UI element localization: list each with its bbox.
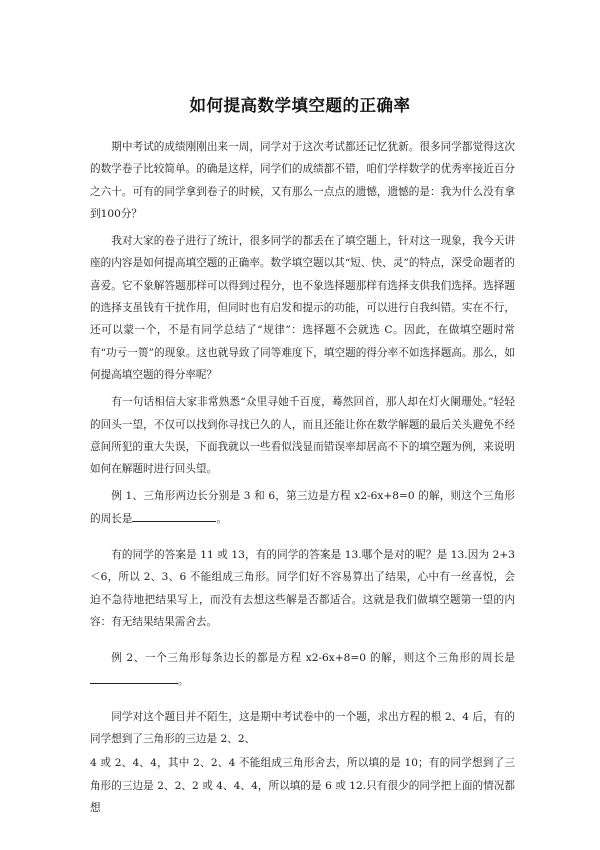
paragraph-example-2-continued: 4 或 2、4、4，其中 2、2、4 不能组成三角形舍去，所以填的是 10；有的同学想到了三角形的三边是 2、2、2 或 4、4、4，所以填的是 6 或 12.只有很少的同学把上面的情况都想 <box>90 757 515 815</box>
paragraph-example-1-analysis: 有的同学的答案是 11 或 13，有的同学的答案是 13.哪个是对的呢？是 13.因为 2+3＜6，所以 2、3、6 不能组成三角形。同学们好不容易算出了结果，心中有一丝喜悦，会迫不急待地把结果写上，而没有去想这些解是否都适合。这就是我们做填空题第一望的内容：有无结果结果需舍去。 <box>90 549 515 628</box>
paragraph-statistics: 我对大家的卷子进行了统计，很多同学的都丢在了填空题上，针对这一现象，我今天讲座的内容是如何提高填空题的正确率。数学填空题以其“短、快、灵”的特点，深受命题者的喜爱。它不象解答题那样可以得到过程分，也不象选择题那样有选择支供我们选择。选择题的选择支虽钱有干扰作用，但同时也有启发和提示的功能，可以进行自我纠错。实在不行，还可以蒙一个，不是有同学总结了“规律”：选择题不会就选 C。因此，在做填空题时常有“功亏一篑”的现象。这也就导致了同等难度下，填空题的得分率不如选择题高。那么，如何提高填空题的得分率呢？ <box>90 235 515 381</box>
paragraph-intro: 期中考试的成绩刚刚出来一周，同学对于这次考试都还记忆犹新。很多同学都觉得这次的数学卷子比较简单。的确是这样，同学们的成绩都不错，咱们学样数学的优秀率接近百分之六十。可有的同学拿到卷子的时候，又有那么一点点的遗憾，遗憾的是：我为什么没有拿到100分？ <box>90 141 515 220</box>
paragraph-look-back: 有一句话相信大家非常熟悉“众里寻她千百度，蓦然回首，那人却在灯火阑珊处。”轻轻的回头一望，不仅可以找到你寻找已久的人，而且还能让你在数学解题的最后关头避免不经意间所犯的重大失误，下面我就以一些看似浅显而错误率却居高不下的填空题为例，来说明如何在解题时进行回头望。 <box>90 396 515 476</box>
example-2-end: 。 <box>178 674 189 687</box>
paragraph-example-1 <box>90 485 515 530</box>
paragraph-example-2 <box>90 647 515 692</box>
answer-blank-1 <box>132 509 216 522</box>
document-body <box>90 136 515 824</box>
paragraph-example-2-analysis: 同学对这个题目并不陌生，这是期中考试卷中的一个题，求出方程的根 2、4 后，有的同学想到了三角形的三边是 2、2、 <box>90 710 515 746</box>
example-1-text: 例 1、三角形两边长分别是 3 和 6，第三边是方程 x2-6x+8=0 的解，则这个三角形的周长是 <box>90 490 515 525</box>
document-title: 如何提高数学填空题的正确率 <box>189 96 411 115</box>
example-2-text: 例 2、一个三角形每条边长的都是方程 x2-6x+8=0 的解，则这个三角形的周长是 <box>111 652 515 665</box>
answer-blank-2 <box>90 671 178 684</box>
example-1-end: 。 <box>216 512 227 525</box>
